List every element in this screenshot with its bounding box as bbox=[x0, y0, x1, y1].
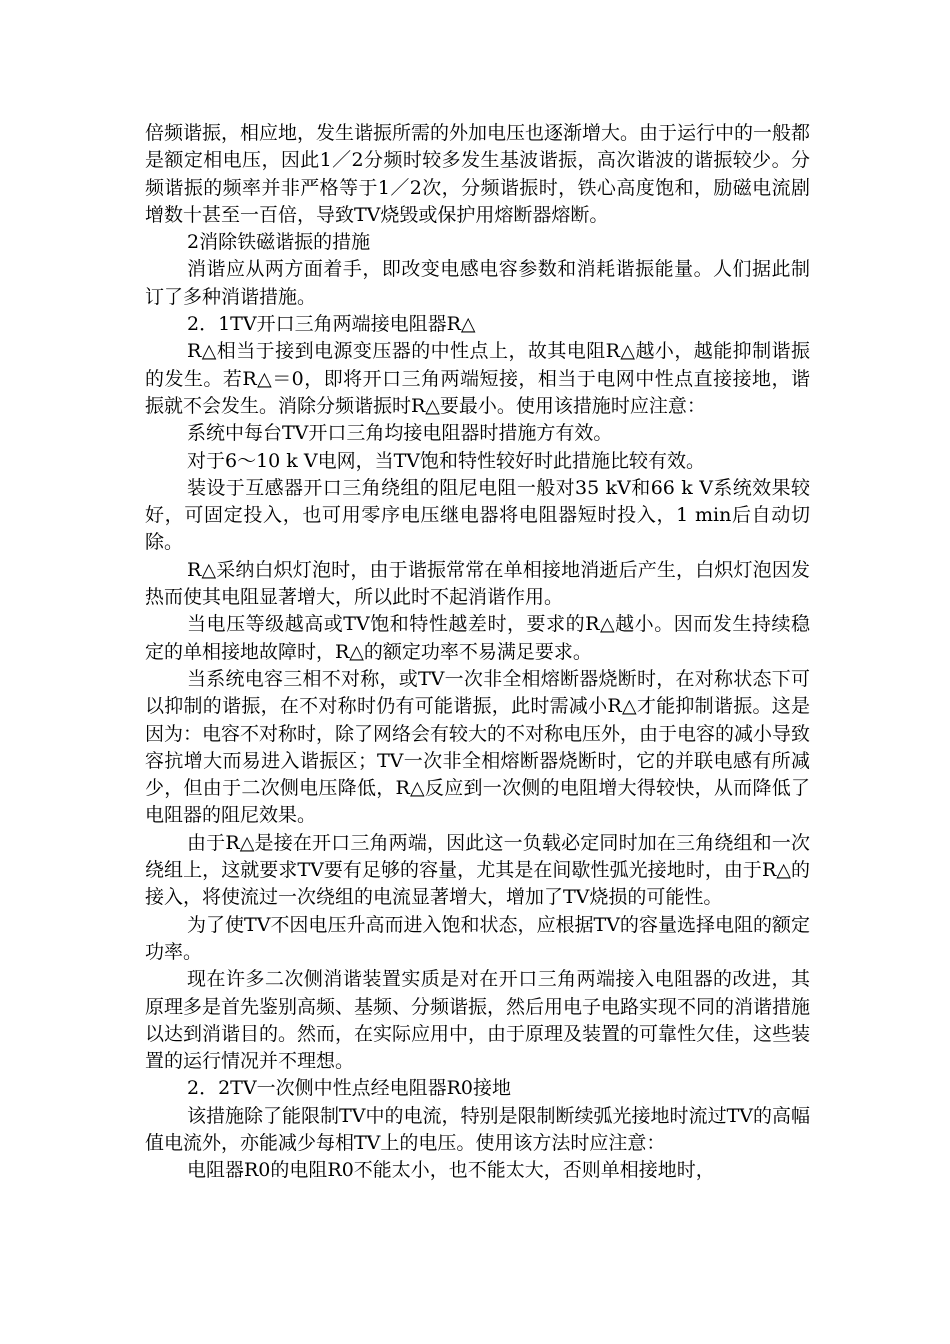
paragraph: 消谐应从两方面着手，即改变电感电容参数和消耗谐振能量。人们据此制订了多种消谐措施。 bbox=[145, 258, 810, 308]
section-heading: 2消除铁磁谐振的措施 bbox=[187, 231, 371, 254]
paragraph: 当电压等级越高或TV饱和特性越差时，要求的R△越小。因而发生持续稳定的单相接地故障时，R△的额定功率不易满足要求。 bbox=[145, 613, 810, 663]
subsection-heading: 2．1TV开口三角两端接电阻器R△ bbox=[187, 313, 476, 336]
paragraph: 对于6～10 k V电网，当TV饱和特性较好时此措施比较有效。 bbox=[187, 449, 705, 472]
paragraph: 系统中每台TV开口三角均接电阻器时措施方有效。 bbox=[187, 422, 613, 445]
paragraph: R△采纳白炽灯泡时，由于谐振常常在单相接地消逝后产生，白炽灯泡因发热而使其电阻显著增大，所以此时不起消谐作用。 bbox=[145, 558, 810, 609]
paragraph: 为了使TV不因电压升高而进入饱和状态，应根据TV的容量选择电阻的额定功率。 bbox=[145, 913, 810, 963]
document-body bbox=[145, 120, 810, 1185]
paragraph: 倍频谐振，相应地，发生谐振所需的外加电压也逐渐增大。由于运行中的一般都是额定相电压，因此1／2分频时较多发生基波谐振，高次谐波的谐振较少。分频谐振的频率并非严格等于1／2次，分频谐振时，铁心高度饱和，励磁电流剧增数十甚至一百倍，导致TV烧毁或保护用熔断器熔断。 bbox=[145, 122, 811, 226]
paragraph: 电阻器R0的电阻R0不能太小，也不能太大，否则单相接地时， bbox=[187, 1159, 715, 1182]
subsection-heading: 2．2TV一次侧中性点经电阻器R0接地 bbox=[187, 1077, 511, 1100]
paragraph: 当系统电容三相不对称，或TV一次非全相熔断器烧断时，在对称状态下可以抑制的谐振，在不对称时仍有可能谐振，此时需减小R△才能抑制谐振。这是因为：电容不对称时，除了网络会有较大的不对称电压外，由于电容的减小导致容抗增大而易进入谐振区；TV一次非全相熔断器烧断时，它的并联电感有所减少，但由于二次侧电压降低，R△反应到一次侧的电阻增大得较快，从而降低了电阻器的阻尼效果。 bbox=[145, 667, 811, 827]
paragraph: R△相当于接到电源变压器的中性点上，故其电阻R△越小，越能抑制谐振的发生。若R△＝0，即将开口三角两端短接，相当于电网中性点直接接地，谐振就不会发生。消除分频谐振时R△要最小。使用该措施时应注意： bbox=[145, 340, 810, 417]
paragraph: 由于R△是接在开口三角两端，因此这一负载必定同时加在三角绕组和一次绕组上，这就要求TV要有足够的容量，尤其是在间歇性弧光接地时，由于R△的接入，将使流过一次绕组的电流显著增大，增加了TV烧损的可能性。 bbox=[145, 831, 810, 909]
paragraph: 现在许多二次侧消谐装置实质是对在开口三角两端接入电阻器的改进，其原理多是首先鉴别高频、基频、分频谐振，然后用电子电路实现不同的消谐措施以达到消谐目的。然而，在实际应用中，由于原理及装置的可靠性欠佳，这些装置的运行情况并不理想。 bbox=[145, 968, 811, 1073]
paragraph: 装设于互感器开口三角绕组的阻尼电阻一般对35 kV和66 k V系统效果较好，可固定投入，也可用零序电压继电器将电阻器短时投入，1 min后自动切除。 bbox=[145, 476, 810, 554]
paragraph: 该措施除了能限制TV中的电流，特别是限制断续弧光接地时流过TV的高幅值电流外，亦能减少每相TV上的电压。使用该方法时应注意： bbox=[145, 1104, 810, 1154]
